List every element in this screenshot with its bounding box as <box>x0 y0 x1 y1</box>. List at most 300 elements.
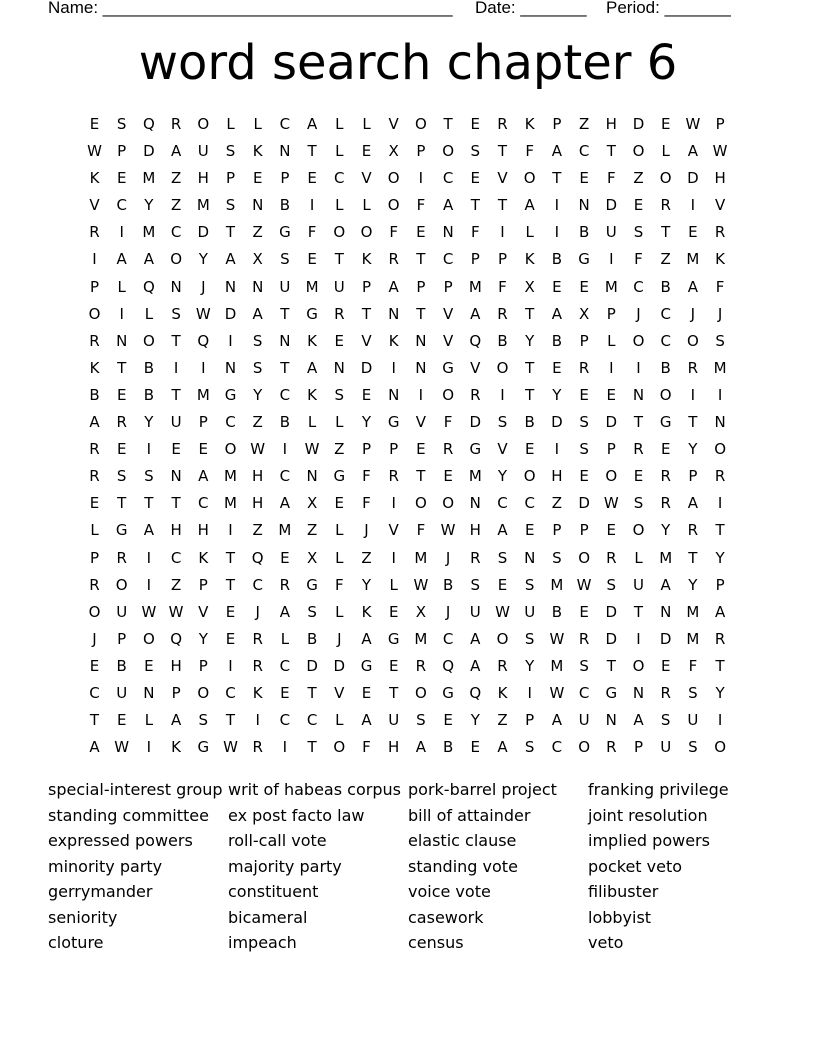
grid-letter[interactable]: Y <box>688 440 698 459</box>
grid-letter[interactable]: T <box>688 413 698 432</box>
grid-letter[interactable]: T <box>171 494 181 513</box>
grid-letter[interactable]: P <box>198 413 208 432</box>
grid-letter[interactable]: L <box>144 304 154 323</box>
grid-letter[interactable]: F <box>525 142 534 161</box>
grid-letter[interactable]: T <box>389 683 399 702</box>
grid-letter[interactable]: O <box>632 656 645 675</box>
grid-letter[interactable]: Y <box>361 413 372 432</box>
grid-letter[interactable]: B <box>551 331 563 350</box>
grid-letter[interactable]: I <box>717 494 723 513</box>
grid-letter[interactable]: S <box>252 358 263 377</box>
grid-letter[interactable]: O <box>224 440 237 459</box>
grid-letter[interactable]: E <box>524 521 535 540</box>
grid-letter[interactable]: I <box>282 738 288 757</box>
grid-letter[interactable]: T <box>688 548 698 567</box>
grid-letter[interactable]: T <box>307 683 317 702</box>
grid-letter[interactable]: E <box>606 385 617 404</box>
grid-letter[interactable]: C <box>306 711 318 730</box>
grid-letter[interactable]: X <box>415 602 427 621</box>
grid-letter[interactable]: B <box>524 413 535 432</box>
grid-letter[interactable]: N <box>415 358 427 377</box>
grid-letter[interactable]: K <box>307 385 318 404</box>
grid-letter[interactable]: M <box>659 548 673 567</box>
grid-letter[interactable]: F <box>606 169 616 188</box>
grid-letter[interactable]: P <box>198 575 208 594</box>
grid-letter[interactable]: O <box>523 467 536 486</box>
grid-letter[interactable]: J <box>201 277 206 296</box>
grid-letter[interactable]: M <box>224 467 237 486</box>
grid-letter[interactable]: W <box>304 440 320 459</box>
grid-letter[interactable]: N <box>170 277 182 296</box>
grid-letter[interactable]: A <box>388 277 399 296</box>
grid-letter[interactable]: T <box>280 358 290 377</box>
grid-letter[interactable]: W <box>250 440 266 459</box>
grid-letter[interactable]: I <box>228 331 233 350</box>
grid-letter[interactable]: S <box>524 629 535 648</box>
grid-letter[interactable]: H <box>170 521 182 540</box>
grid-letter[interactable]: Z <box>252 413 263 432</box>
grid-letter[interactable]: L <box>335 711 344 730</box>
grid-letter[interactable]: I <box>690 196 696 215</box>
grid-letter[interactable]: K <box>89 169 100 188</box>
grid-letter[interactable]: E <box>470 169 481 188</box>
grid-letter[interactable]: A <box>306 358 318 377</box>
grid-letter[interactable]: L <box>335 521 344 540</box>
grid-letter[interactable]: E <box>89 115 100 133</box>
grid-letter[interactable]: D <box>143 142 155 161</box>
grid-letter[interactable]: B <box>660 277 671 296</box>
grid-letter[interactable]: A <box>279 494 291 513</box>
grid-letter[interactable]: N <box>714 413 726 432</box>
grid-letter[interactable]: I <box>717 711 723 730</box>
grid-letter[interactable]: X <box>306 494 318 513</box>
grid-letter[interactable]: R <box>714 467 726 486</box>
grid-letter[interactable]: P <box>89 277 100 296</box>
grid-letter[interactable]: E <box>470 738 481 757</box>
grid-letter[interactable]: A <box>89 738 100 757</box>
grid-letter[interactable]: E <box>361 142 372 161</box>
grid-letter[interactable]: N <box>252 277 264 296</box>
grid-letter[interactable]: S <box>660 711 671 730</box>
grid-letter[interactable]: G <box>387 413 400 432</box>
grid-letter[interactable]: V <box>89 196 100 215</box>
grid-letter[interactable]: E <box>443 711 453 730</box>
grid-letter[interactable]: K <box>388 331 399 350</box>
grid-letter[interactable]: V <box>415 413 427 432</box>
grid-letter[interactable]: I <box>500 385 505 404</box>
grid-letter[interactable]: P <box>361 440 372 459</box>
grid-letter[interactable]: D <box>659 629 672 648</box>
grid-letter[interactable]: L <box>335 115 344 133</box>
grid-letter[interactable]: D <box>605 196 618 215</box>
grid-letter[interactable]: Z <box>361 548 372 567</box>
grid-letter[interactable]: R <box>388 467 399 486</box>
grid-letter[interactable]: L <box>307 413 317 432</box>
grid-letter[interactable]: H <box>252 467 264 486</box>
grid-letter[interactable]: T <box>661 223 671 242</box>
grid-letter[interactable]: A <box>687 277 699 296</box>
grid-letter[interactable]: E <box>660 656 671 675</box>
grid-letter[interactable]: Z <box>170 196 182 215</box>
grid-letter[interactable]: O <box>632 142 645 161</box>
grid-letter[interactable]: L <box>117 277 126 296</box>
grid-letter[interactable]: I <box>119 223 124 242</box>
grid-letter[interactable]: C <box>116 196 127 215</box>
grid-letter[interactable]: T <box>89 711 100 730</box>
grid-letter[interactable]: A <box>116 250 127 269</box>
grid-letter[interactable]: I <box>119 304 124 323</box>
grid-letter[interactable]: Z <box>660 250 671 269</box>
grid-letter[interactable]: N <box>578 196 590 215</box>
grid-letter[interactable]: R <box>714 223 726 242</box>
grid-letter[interactable]: E <box>225 629 236 648</box>
grid-letter[interactable]: T <box>171 385 181 404</box>
grid-letter[interactable]: Q <box>469 683 482 702</box>
grid-letter[interactable]: K <box>524 115 535 133</box>
grid-letter[interactable]: E <box>579 385 589 404</box>
grid-letter[interactable]: O <box>197 683 210 702</box>
grid-letter[interactable]: W <box>141 602 157 621</box>
grid-letter[interactable]: U <box>469 602 481 621</box>
grid-letter[interactable]: A <box>89 413 100 432</box>
grid-letter[interactable]: Z <box>578 115 590 133</box>
grid-letter[interactable]: T <box>633 413 644 432</box>
grid-letter[interactable]: V <box>388 521 399 540</box>
grid-letter[interactable]: E <box>633 196 644 215</box>
grid-letter[interactable]: J <box>337 629 342 648</box>
grid-letter[interactable]: D <box>605 413 618 432</box>
grid-letter[interactable]: Q <box>142 115 155 133</box>
grid-letter[interactable]: O <box>88 602 101 621</box>
grid-letter[interactable]: E <box>116 711 127 730</box>
grid-letter[interactable]: E <box>334 494 345 513</box>
grid-letter[interactable]: E <box>416 440 426 459</box>
grid-letter[interactable]: A <box>442 196 454 215</box>
grid-letter[interactable]: P <box>389 440 399 459</box>
grid-letter[interactable]: P <box>525 711 535 730</box>
grid-letter[interactable]: G <box>279 223 291 242</box>
grid-letter[interactable]: T <box>525 385 535 404</box>
grid-letter[interactable]: S <box>579 656 589 675</box>
grid-letter[interactable]: C <box>660 304 671 323</box>
grid-letter[interactable]: O <box>578 738 590 757</box>
grid-letter[interactable]: I <box>391 548 396 567</box>
grid-letter[interactable]: C <box>279 656 291 675</box>
grid-letter[interactable]: A <box>687 142 699 161</box>
grid-letter[interactable]: R <box>116 548 127 567</box>
grid-letter[interactable]: I <box>609 250 614 269</box>
grid-letter[interactable]: A <box>497 738 508 757</box>
grid-letter[interactable]: J <box>690 304 696 323</box>
grid-letter[interactable]: Z <box>252 223 263 242</box>
grid-letter[interactable]: W <box>549 683 565 702</box>
grid-letter[interactable]: H <box>197 169 209 188</box>
grid-letter[interactable]: B <box>143 385 155 404</box>
grid-letter[interactable]: P <box>225 169 236 188</box>
grid-letter[interactable]: K <box>171 738 182 757</box>
grid-letter[interactable]: T <box>715 656 725 675</box>
grid-letter[interactable]: T <box>416 250 426 269</box>
grid-letter[interactable]: M <box>142 169 156 188</box>
grid-letter[interactable]: E <box>280 683 290 702</box>
grid-letter[interactable]: S <box>252 331 263 350</box>
grid-letter[interactable]: A <box>143 250 155 269</box>
grid-letter[interactable]: O <box>414 494 427 513</box>
grid-letter[interactable]: E <box>606 521 617 540</box>
grid-letter[interactable]: I <box>609 358 614 377</box>
grid-letter[interactable]: T <box>225 548 236 567</box>
grid-letter[interactable]: R <box>497 115 508 133</box>
grid-letter[interactable]: Y <box>198 629 208 648</box>
grid-letter[interactable]: U <box>605 223 617 242</box>
grid-letter[interactable]: O <box>360 223 373 242</box>
grid-letter[interactable]: X <box>306 548 318 567</box>
grid-letter[interactable]: F <box>362 494 371 513</box>
grid-letter[interactable]: M <box>550 656 564 675</box>
grid-letter[interactable]: O <box>142 629 155 648</box>
grid-letter[interactable]: S <box>606 575 617 594</box>
grid-letter[interactable]: J <box>445 602 451 621</box>
grid-letter[interactable]: M <box>468 467 482 486</box>
grid-letter[interactable]: P <box>497 250 508 269</box>
grid-letter[interactable]: I <box>201 358 206 377</box>
grid-letter[interactable]: B <box>660 358 671 377</box>
grid-letter[interactable]: L <box>335 548 344 567</box>
grid-letter[interactable]: D <box>605 602 618 621</box>
grid-letter[interactable]: A <box>714 602 726 621</box>
grid-letter[interactable]: T <box>606 142 616 161</box>
grid-letter[interactable]: C <box>279 385 291 404</box>
grid-letter[interactable]: O <box>523 169 536 188</box>
grid-letter[interactable]: T <box>633 602 644 621</box>
grid-letter[interactable]: N <box>279 331 291 350</box>
grid-letter[interactable]: R <box>470 385 481 404</box>
grid-letter[interactable]: E <box>524 440 535 459</box>
grid-letter[interactable]: T <box>225 223 236 242</box>
grid-letter[interactable]: R <box>279 575 291 594</box>
grid-letter[interactable]: W <box>413 575 429 594</box>
grid-letter[interactable]: L <box>362 115 371 133</box>
grid-letter[interactable]: I <box>309 196 315 215</box>
grid-letter[interactable]: S <box>280 250 290 269</box>
grid-letter[interactable]: R <box>470 548 481 567</box>
grid-letter[interactable]: W <box>685 115 701 133</box>
grid-letter[interactable]: R <box>415 656 427 675</box>
grid-letter[interactable]: R <box>578 629 590 648</box>
grid-letter[interactable]: A <box>361 711 372 730</box>
grid-letter[interactable]: N <box>605 711 617 730</box>
grid-letter[interactable]: O <box>605 467 618 486</box>
grid-letter[interactable]: R <box>89 223 100 242</box>
grid-letter[interactable]: P <box>117 629 127 648</box>
grid-letter[interactable]: C <box>198 494 209 513</box>
grid-letter[interactable]: T <box>416 467 426 486</box>
grid-letter[interactable]: R <box>89 467 100 486</box>
grid-letter[interactable]: O <box>496 358 509 377</box>
grid-letter[interactable]: G <box>442 683 454 702</box>
grid-letter[interactable]: F <box>362 738 371 757</box>
grid-letter[interactable]: G <box>605 683 618 702</box>
grid-letter[interactable]: C <box>442 629 454 648</box>
grid-letter[interactable]: N <box>224 358 237 377</box>
grid-letter[interactable]: X <box>388 142 399 161</box>
grid-letter[interactable]: Y <box>198 250 208 269</box>
grid-letter[interactable]: I <box>636 358 641 377</box>
grid-letter[interactable]: B <box>442 738 454 757</box>
grid-letter[interactable]: C <box>442 169 454 188</box>
grid-letter[interactable]: V <box>497 440 508 459</box>
grid-letter[interactable]: R <box>252 738 263 757</box>
grid-letter[interactable]: C <box>279 115 291 133</box>
grid-letter[interactable]: O <box>387 169 400 188</box>
grid-letter[interactable]: E <box>116 440 127 459</box>
grid-letter[interactable]: E <box>660 440 671 459</box>
grid-letter[interactable]: V <box>442 331 454 350</box>
grid-letter[interactable]: S <box>579 440 589 459</box>
grid-letter[interactable]: O <box>714 440 726 459</box>
grid-letter[interactable]: Y <box>497 467 508 486</box>
grid-letter[interactable]: Z <box>334 440 345 459</box>
name-field[interactable]: Name: _____________________________________ <box>48 0 453 17</box>
grid-letter[interactable]: R <box>660 467 671 486</box>
grid-letter[interactable]: U <box>170 413 182 432</box>
grid-letter[interactable]: E <box>552 277 562 296</box>
grid-letter[interactable]: O <box>686 331 699 350</box>
grid-letter[interactable]: R <box>497 656 508 675</box>
grid-letter[interactable]: L <box>335 142 344 161</box>
grid-letter[interactable]: Y <box>144 196 154 215</box>
grid-letter[interactable]: F <box>634 250 643 269</box>
grid-letter[interactable]: J <box>364 521 369 540</box>
grid-letter[interactable]: K <box>715 250 726 269</box>
grid-letter[interactable]: E <box>144 656 154 675</box>
grid-letter[interactable]: I <box>255 711 260 730</box>
grid-letter[interactable]: Y <box>715 683 725 702</box>
grid-letter[interactable]: E <box>552 358 562 377</box>
grid-letter[interactable]: D <box>551 413 563 432</box>
grid-letter[interactable]: R <box>660 494 671 513</box>
grid-letter[interactable]: U <box>524 602 536 621</box>
grid-letter[interactable]: L <box>253 115 262 133</box>
grid-letter[interactable]: L <box>280 629 290 648</box>
grid-letter[interactable]: L <box>335 196 344 215</box>
grid-letter[interactable]: C <box>334 169 345 188</box>
grid-letter[interactable]: E <box>334 331 345 350</box>
grid-letter[interactable]: X <box>524 277 535 296</box>
grid-letter[interactable]: H <box>551 467 563 486</box>
grid-letter[interactable]: M <box>468 277 482 296</box>
grid-letter[interactable]: V <box>361 331 372 350</box>
grid-letter[interactable]: T <box>443 115 453 133</box>
grid-letter[interactable]: D <box>224 304 237 323</box>
grid-letter[interactable]: V <box>334 683 345 702</box>
grid-letter[interactable]: D <box>632 115 645 133</box>
grid-letter[interactable]: E <box>252 169 263 188</box>
grid-letter[interactable]: H <box>388 738 400 757</box>
grid-letter[interactable]: F <box>334 575 344 594</box>
grid-letter[interactable]: Z <box>170 575 182 594</box>
grid-letter[interactable]: S <box>171 304 181 323</box>
grid-letter[interactable]: H <box>469 521 481 540</box>
grid-letter[interactable]: G <box>115 521 128 540</box>
grid-letter[interactable]: Z <box>170 169 182 188</box>
grid-letter[interactable]: G <box>659 413 672 432</box>
grid-letter[interactable]: N <box>469 494 481 513</box>
grid-letter[interactable]: M <box>142 223 156 242</box>
grid-letter[interactable]: R <box>388 250 399 269</box>
grid-letter[interactable]: D <box>333 656 346 675</box>
grid-letter[interactable]: U <box>388 711 400 730</box>
grid-letter[interactable]: C <box>578 142 590 161</box>
grid-letter[interactable]: F <box>416 521 426 540</box>
grid-letter[interactable]: L <box>525 223 534 242</box>
grid-letter[interactable]: M <box>604 277 618 296</box>
grid-letter[interactable]: B <box>578 223 590 242</box>
grid-letter[interactable]: S <box>552 548 562 567</box>
grid-letter[interactable]: F <box>416 196 426 215</box>
grid-letter[interactable]: R <box>170 115 182 133</box>
grid-letter[interactable]: I <box>228 521 233 540</box>
grid-letter[interactable]: H <box>714 169 726 188</box>
grid-letter[interactable]: C <box>279 467 291 486</box>
grid-letter[interactable]: G <box>442 358 454 377</box>
grid-letter[interactable]: N <box>224 277 237 296</box>
grid-letter[interactable]: P <box>552 521 562 540</box>
grid-letter[interactable]: J <box>445 548 451 567</box>
grid-letter[interactable]: T <box>497 142 508 161</box>
grid-letter[interactable]: A <box>551 142 563 161</box>
grid-letter[interactable]: M <box>550 575 564 594</box>
grid-letter[interactable]: A <box>551 304 563 323</box>
grid-letter[interactable]: I <box>527 683 532 702</box>
grid-letter[interactable]: B <box>116 656 127 675</box>
grid-letter[interactable]: T <box>470 196 480 215</box>
grid-letter[interactable]: L <box>362 196 371 215</box>
grid-letter[interactable]: A <box>279 602 291 621</box>
grid-letter[interactable]: M <box>686 602 700 621</box>
grid-letter[interactable]: J <box>717 304 723 323</box>
grid-letter[interactable]: S <box>470 142 481 161</box>
grid-letter[interactable]: D <box>469 413 482 432</box>
grid-letter[interactable]: O <box>632 521 645 540</box>
grid-letter[interactable]: I <box>146 575 152 594</box>
grid-letter[interactable]: T <box>117 358 127 377</box>
grid-letter[interactable]: P <box>552 115 562 133</box>
grid-letter[interactable]: W <box>223 738 238 757</box>
grid-letter[interactable]: H <box>605 115 617 133</box>
grid-letter[interactable]: T <box>144 494 154 513</box>
grid-letter[interactable]: S <box>144 467 154 486</box>
grid-letter[interactable]: Z <box>306 521 318 540</box>
grid-letter[interactable]: B <box>279 196 291 215</box>
grid-letter[interactable]: D <box>306 656 318 675</box>
grid-letter[interactable]: G <box>360 656 373 675</box>
grid-letter[interactable]: S <box>497 413 508 432</box>
grid-letter[interactable]: F <box>715 277 725 296</box>
grid-letter[interactable]: P <box>416 142 426 161</box>
grid-letter[interactable]: W <box>712 142 728 161</box>
grid-letter[interactable]: I <box>228 656 233 675</box>
grid-letter[interactable]: L <box>335 602 344 621</box>
grid-letter[interactable]: T <box>225 575 236 594</box>
grid-letter[interactable]: L <box>335 413 344 432</box>
grid-letter[interactable]: S <box>416 711 426 730</box>
grid-letter[interactable]: Z <box>252 521 263 540</box>
grid-letter[interactable]: K <box>198 548 209 567</box>
grid-letter[interactable]: O <box>414 683 427 702</box>
grid-letter[interactable]: D <box>605 629 618 648</box>
grid-letter[interactable]: L <box>607 331 616 350</box>
